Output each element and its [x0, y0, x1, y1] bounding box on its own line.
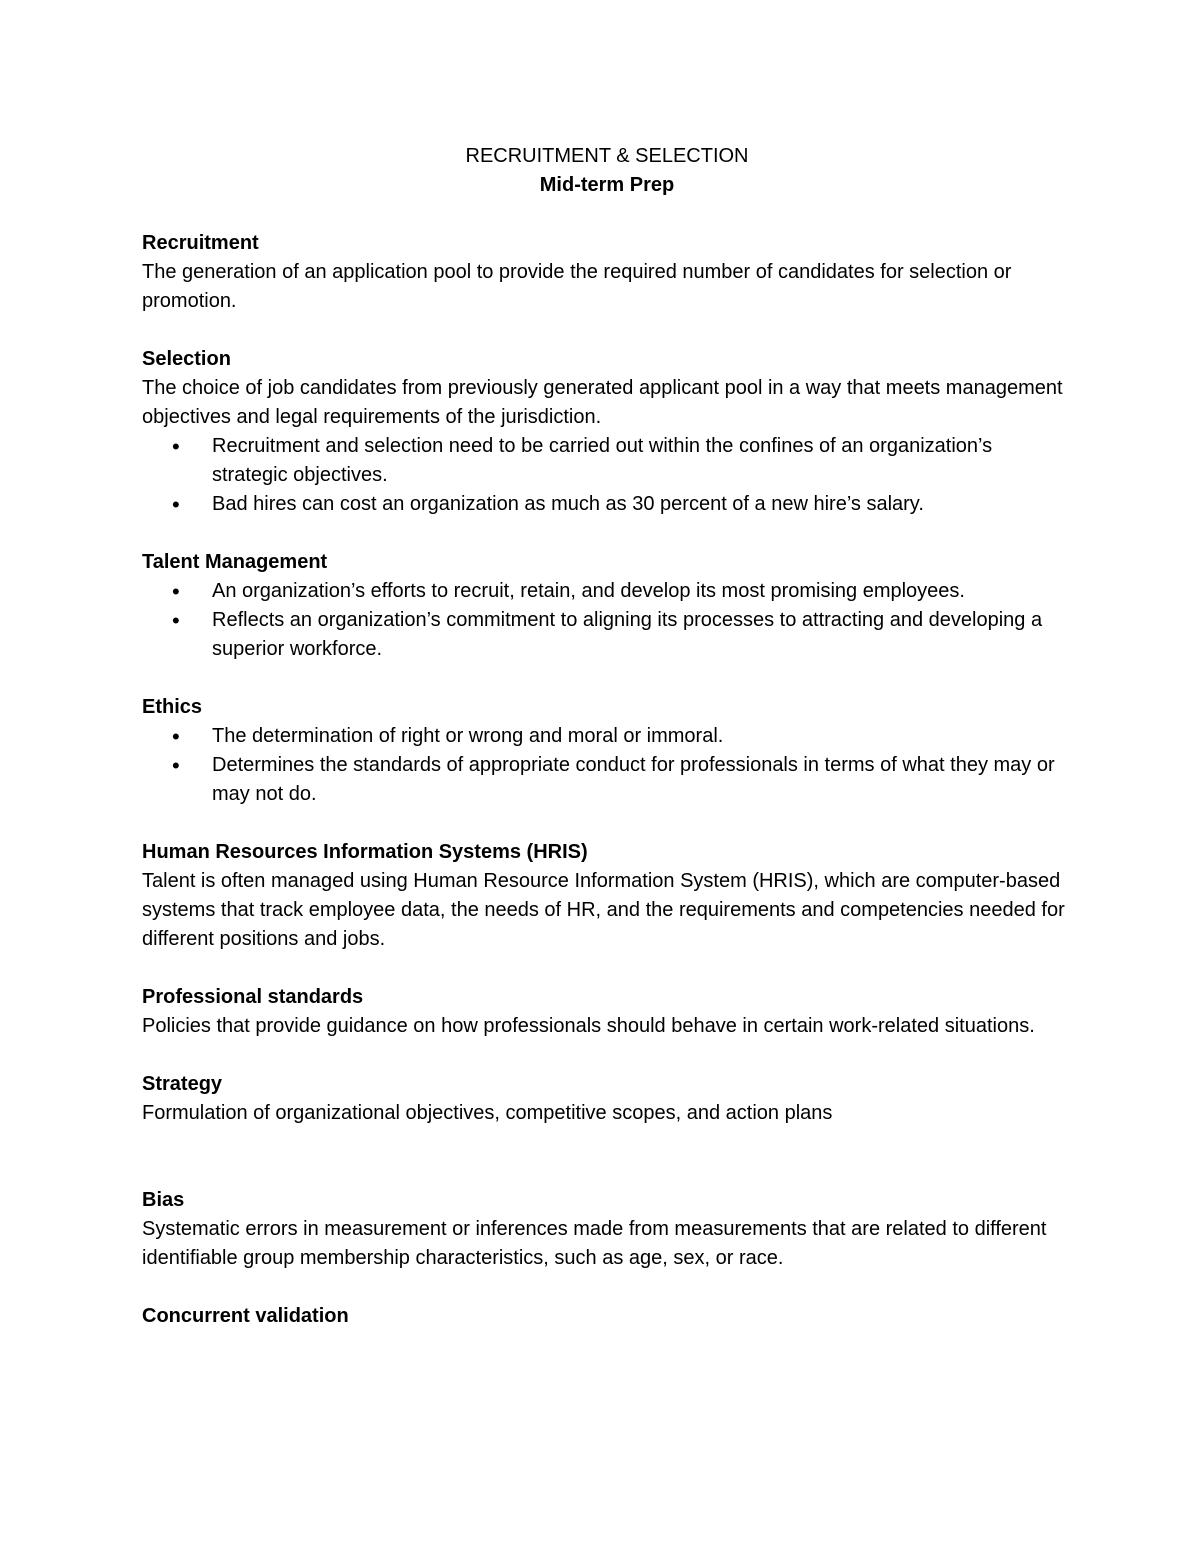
- section-heading: Talent Management: [142, 551, 328, 573]
- section-bias: [142, 1186, 1072, 1273]
- section-text: Formulation of organizational objectives, competitive scopes, and action plans: [142, 1102, 833, 1124]
- section-heading: Bias: [142, 1189, 185, 1211]
- section-heading: Ethics: [142, 696, 203, 718]
- list-item: • The determination of right or wrong and moral or immoral.: [142, 722, 1072, 751]
- section-hris: [142, 838, 1072, 954]
- section-text: Systematic errors in measurement or inferences made from measurements that are related to different identifiable group membership characteristics, such as age, sex, or race.: [142, 1218, 1047, 1269]
- section-heading: Recruitment: [142, 232, 259, 254]
- section-concurrent-validation: [142, 1302, 1072, 1331]
- list-item: • Reflects an organization’s commitment to aligning its processes to attracting and developing a superior workforce.: [142, 606, 1072, 664]
- section-recruitment: [142, 229, 1072, 316]
- document-title: RECRUITMENT & SELECTION: [465, 145, 749, 167]
- bullet-list: [142, 722, 1072, 809]
- section-text: The choice of job candidates from previously generated applicant pool in a way that meets management objectives and legal requirements of the jurisdiction.: [142, 377, 1063, 428]
- section-text: The generation of an application pool to provide the required number of candidates for selection or promotion.: [142, 261, 1012, 312]
- section-talent-management: [142, 548, 1072, 664]
- section-ethics: [142, 693, 1072, 809]
- bullet-list: [142, 577, 1072, 664]
- section-heading: Strategy: [142, 1073, 223, 1095]
- section-professional-standards: [142, 983, 1072, 1041]
- section-text: Talent is often managed using Human Resource Information System (HRIS), which are computer-based systems that track employee data, the needs of HR, and the requirements and competencies needed for different positions and jobs.: [142, 870, 1065, 950]
- title-block: [142, 142, 1072, 200]
- document-subtitle: Mid-term Prep: [539, 174, 675, 196]
- list-item: • Recruitment and selection need to be carried out within the confines of an organization’s strategic objectives.: [142, 432, 1072, 490]
- section-text: Policies that provide guidance on how professionals should behave in certain work-related situations.: [142, 1015, 1035, 1037]
- section-heading: Professional standards: [142, 986, 364, 1008]
- section-selection: [142, 345, 1072, 519]
- section-strategy: [142, 1070, 1072, 1128]
- list-item: • Determines the standards of appropriate conduct for professionals in terms of what they may or may not do.: [142, 751, 1072, 809]
- document-page: [142, 142, 1072, 1360]
- bullet-list: [142, 432, 1072, 519]
- list-item: • An organization’s efforts to recruit, retain, and develop its most promising employees.: [142, 577, 1072, 606]
- section-heading: Human Resources Information Systems (HRIS): [142, 841, 588, 863]
- list-item: • Bad hires can cost an organization as much as 30 percent of a new hire’s salary.: [142, 490, 1072, 519]
- section-heading: Concurrent validation: [142, 1305, 349, 1327]
- section-heading: Selection: [142, 348, 231, 370]
